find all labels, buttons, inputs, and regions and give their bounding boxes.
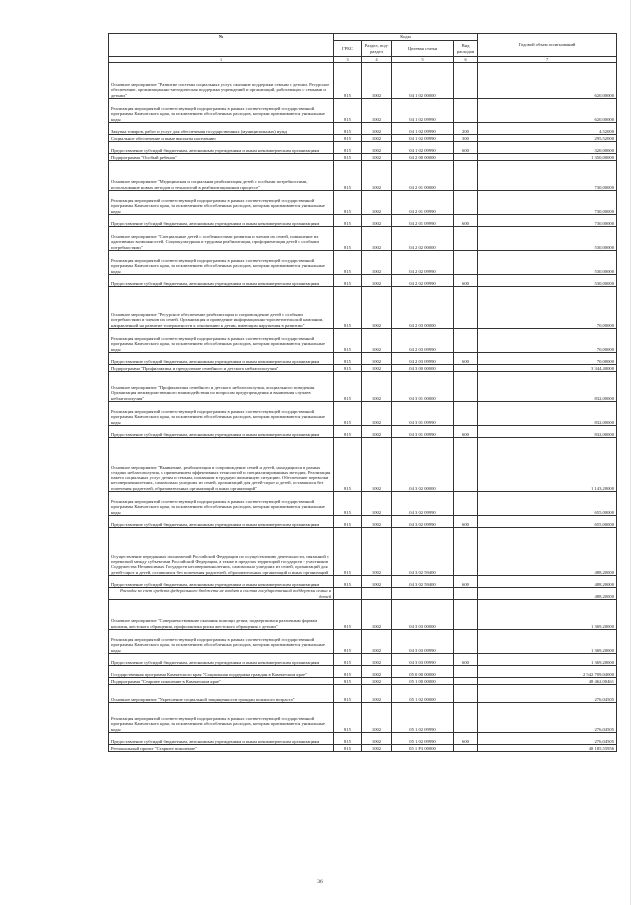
row-amount: 655,00000 [478, 516, 617, 528]
row-section: 1002 [362, 142, 392, 154]
table-row [109, 215, 617, 227]
row-amount: 276,04505 [478, 685, 617, 703]
row-name: Основное мероприятие "Укрепление социальной защищенности граждан пожилого возраста" [109, 685, 334, 703]
row-section: 1002 [362, 528, 392, 576]
row-amount: 1 369,20000 [478, 600, 617, 630]
row-expense-type [454, 745, 478, 752]
row-amount: 620,00000 [478, 99, 617, 123]
row-name: Подпрограмма "Особый ребенок" [109, 154, 334, 161]
row-section: 1002 [362, 492, 392, 516]
row-name: Предоставление субсидий бюджетным, автономным учреждениям и иным некоммерческим организациям [109, 426, 334, 438]
row-expense-type: 600 [454, 516, 478, 528]
column-number: 4 [362, 57, 392, 63]
row-expense-type [454, 630, 478, 654]
row-expense-type [454, 438, 478, 492]
row-expense-type [454, 365, 478, 372]
row-grbs: 815 [334, 666, 362, 678]
row-name: Осуществление переданных полномочий Российской Федерации по осуществлению деятельности, связанной с перевозкой между субъектами Российской Федерации, а также в пределах территорий государств - участников Содружества Независимых Государств несовершеннолетних, самовольно ушедших из семей, организаций для детей-сирот и детей, оставшихся без попечения родителей, образовательных организаций и иных организаций [109, 528, 334, 576]
row-section: 1002 [362, 287, 392, 329]
row-expense-type: 300 [454, 135, 478, 142]
row-section: 1002 [362, 703, 392, 733]
row-expense-type [454, 99, 478, 123]
row-expense-type: 600 [454, 576, 478, 588]
row-article: 04 3 02 00000 [392, 438, 454, 492]
header-codes-group: Коды [334, 34, 478, 41]
row-expense-type [454, 402, 478, 426]
table-row [109, 353, 617, 365]
table-row [109, 135, 617, 142]
table-row [109, 666, 617, 678]
table-row [109, 426, 617, 438]
row-article: 04 3 02 09990 [392, 492, 454, 516]
row-name: Основное мероприятие "Выявление, реабилитация и сопровождение семей и детей, находящихся в разных стадиях неблагополучия, с применением эффективных технологий и специализированных методик. Реализация пакета социальных услуг детям и семьям, попавшим в трудную жизненную ситуацию. Обеспечение перевозки несовершеннолетних, самовольно ушедших из семей, организаций для детей-сирот и детей, оставшихся без попечения родителей, образовательных организаций и иных организаций" [109, 438, 334, 492]
row-article: 04 3 03 09990 [392, 654, 454, 666]
row-amount: 730,00000 [478, 191, 617, 215]
row-name: Предоставление субсидий бюджетным, автономным учреждениям и иным некоммерческим организациям [109, 516, 334, 528]
row-grbs: 815 [334, 402, 362, 426]
row-name: Основное мероприятие "Профилактика семейного и детского неблагополучия, асоциального поведения. Организация межведомственного взаимодействия по вопросам предупреждения и выявления случаев неблагополучия" [109, 372, 334, 402]
row-expense-type [454, 227, 478, 251]
row-expense-type: 600 [454, 215, 478, 227]
row-grbs: 815 [334, 654, 362, 666]
row-expense-type: 600 [454, 654, 478, 666]
row-amount: 2 542 709,04000 [478, 666, 617, 678]
row-section: 1002 [362, 353, 392, 365]
header-number: № [109, 34, 334, 57]
row-article: 04 2 02 09990 [392, 275, 454, 287]
row-name: Предоставление субсидий бюджетным, автономным учреждениям и иным некоммерческим организациям [109, 576, 334, 588]
row-grbs: 815 [334, 227, 362, 251]
row-grbs: 815 [334, 353, 362, 365]
row-article: 04 3 01 09990 [392, 426, 454, 438]
scan-edge [630, 0, 631, 905]
row-expense-type: 600 [454, 426, 478, 438]
row-amount: 70,00000 [478, 287, 617, 329]
row-grbs: 815 [334, 99, 362, 123]
row-expense-type [454, 528, 478, 576]
row-section: 1002 [362, 745, 392, 752]
row-article: 04 2 01 09990 [392, 215, 454, 227]
header-expense-type: Вид расходов [454, 41, 478, 57]
row-grbs: 815 [334, 372, 362, 402]
row-grbs: 815 [334, 576, 362, 588]
row-grbs: 815 [334, 63, 362, 99]
row-section: 1002 [362, 630, 392, 654]
table-row [109, 63, 617, 99]
row-grbs: 815 [334, 154, 362, 161]
row-amount: 832,00000 [478, 426, 617, 438]
row-expense-type [454, 666, 478, 678]
table-row [109, 191, 617, 215]
row-grbs: 815 [334, 528, 362, 576]
row-grbs: 815 [334, 135, 362, 142]
row-name: Реализация мероприятий соответствующей подпрограммы в рамках соответствующей государственной программы Камчатского края, за исключением обособленных расходов, которым присваиваются уникальные коды [109, 492, 334, 516]
row-grbs: 815 [334, 630, 362, 654]
row-section: 1002 [362, 365, 392, 372]
row-grbs: 815 [334, 365, 362, 372]
row-article: 05 1 P3 00000 [392, 745, 454, 752]
row-amount: 1 350,00000 [478, 154, 617, 161]
table-row [109, 251, 617, 275]
row-article: 05 1 00 00000 [392, 678, 454, 685]
table-row [109, 123, 617, 135]
row-section: 1002 [362, 576, 392, 588]
row-name: Реализация мероприятий соответствующей подпрограммы в рамках соответствующей государственной программы Камчатского края, за исключением обособленных расходов, которым присваиваются уникальные коды [109, 703, 334, 733]
row-grbs: 815 [334, 161, 362, 191]
row-amount: 3 344,40000 [478, 365, 617, 372]
row-amount: 488,20000 [478, 528, 617, 576]
row-name: Основное мероприятие "Медицинская и социальная реабилитация детей с особыми потребностями, использование новых методов и технологий в реабилитационном процессе" [109, 161, 334, 191]
row-article: 04 2 03 09990 [392, 329, 454, 353]
row-name: Государственная программа Камчатского края "Социальная поддержка граждан в Камчатском крае" [109, 666, 334, 678]
row-section [362, 588, 392, 600]
row-amount: 1 369,20000 [478, 654, 617, 666]
row-section: 1002 [362, 161, 392, 191]
row-section: 1002 [362, 275, 392, 287]
row-name: Предоставление субсидий бюджетным, автономным учреждениям и иным некоммерческим организациям [109, 215, 334, 227]
header-article: Целевая статья [392, 41, 454, 57]
row-amount: 730,00000 [478, 161, 617, 191]
row-section: 1002 [362, 733, 392, 745]
row-section: 1002 [362, 63, 392, 99]
table-row [109, 733, 617, 745]
row-name: Закупка товаров, работ и услуг для обеспечения государственных (муниципальных) нужд [109, 123, 334, 135]
row-amount: 832,00000 [478, 372, 617, 402]
row-grbs: 815 [334, 600, 362, 630]
table-row [109, 745, 617, 752]
row-name: Предоставление субсидий бюджетным, автономным учреждениям и иным некоммерческим организациям [109, 654, 334, 666]
row-grbs: 815 [334, 275, 362, 287]
row-amount: 276,04505 [478, 703, 617, 733]
table-row [109, 99, 617, 123]
row-expense-type [454, 703, 478, 733]
row-article: 05 1 02 00000 [392, 685, 454, 703]
row-article: 04 1 02 09990 [392, 135, 454, 142]
row-expense-type [454, 588, 478, 600]
row-amount: 488,20000 [478, 576, 617, 588]
row-amount: 276,04505 [478, 733, 617, 745]
column-number: 1 [109, 57, 334, 63]
row-expense-type: 600 [454, 733, 478, 745]
row-grbs: 815 [334, 703, 362, 733]
table-row [109, 492, 617, 516]
row-amount: 70,00000 [478, 353, 617, 365]
row-name: Основное мероприятие "Развитие системы социальных услуг, оказание поддержки семьям с детьми. Ресурсное обеспечение, организационно-методическая поддержка учреждений и организаций, работающих с семьями и детьми" [109, 63, 334, 99]
row-grbs: 815 [334, 426, 362, 438]
row-expense-type [454, 600, 478, 630]
row-expense-type [454, 329, 478, 353]
table-row [109, 654, 617, 666]
row-article: 05 0 00 00000 [392, 666, 454, 678]
row-amount: 530,00000 [478, 275, 617, 287]
row-article: 04 1 02 09990 [392, 99, 454, 123]
row-expense-type [454, 191, 478, 215]
row-name: Предоставление субсидий бюджетным, автономным учреждениям и иным некоммерческим организациям [109, 353, 334, 365]
table-row [109, 630, 617, 654]
row-section: 1002 [362, 372, 392, 402]
row-grbs: 815 [334, 251, 362, 275]
row-section: 1002 [362, 191, 392, 215]
row-section: 1002 [362, 123, 392, 135]
row-expense-type: 600 [454, 275, 478, 287]
column-number: 5 [392, 57, 454, 63]
row-grbs: 815 [334, 438, 362, 492]
column-number: 7 [478, 57, 617, 63]
row-section: 1002 [362, 227, 392, 251]
row-amount: 832,00000 [478, 402, 617, 426]
row-section: 1002 [362, 654, 392, 666]
page-number: 36 [317, 879, 323, 885]
row-amount: 320,00000 [478, 142, 617, 154]
row-amount: 530,00000 [478, 251, 617, 275]
row-article: 04 3 03 09990 [392, 630, 454, 654]
row-name: Реализация мероприятий соответствующей подпрограммы в рамках соответствующей государственной программы Камчатского края, за исключением обособленных расходов, которым присваиваются уникальные коды [109, 251, 334, 275]
row-grbs: 815 [334, 492, 362, 516]
row-article: 04 2 01 09990 [392, 191, 454, 215]
table-row [109, 703, 617, 733]
row-name: Основное мероприятие "Специальные детей с особенностями развития и членов их семей, повышение их адаптивных возможностей. Социокультурная и трудовая реабилитация, профориентация детей с особыми потребностями" [109, 227, 334, 251]
budget-table-page [108, 33, 616, 752]
row-amount: 530,00000 [478, 227, 617, 251]
row-grbs [334, 588, 362, 600]
row-name: Основное мероприятие "Совершенствование оказания помощи детям, подвергшимся различным формам насилия, жестокого обращения, профилактика риска жестокого обращения с детьми" [109, 600, 334, 630]
row-article: 04 2 00 00000 [392, 154, 454, 161]
row-article: 04 2 02 09990 [392, 251, 454, 275]
row-grbs: 815 [334, 142, 362, 154]
table-row [109, 402, 617, 426]
row-amount: 655,00000 [478, 492, 617, 516]
row-grbs: 815 [334, 685, 362, 703]
row-section: 1002 [362, 135, 392, 142]
table-row [109, 600, 617, 630]
row-expense-type: 600 [454, 142, 478, 154]
table-row [109, 275, 617, 287]
row-expense-type [454, 287, 478, 329]
row-amount: 620,00000 [478, 63, 617, 99]
row-article: 04 3 03 00000 [392, 600, 454, 630]
row-name: Реализация мероприятий соответствующей подпрограммы в рамках соответствующей государственной программы Камчатского края, за исключением обособленных расходов, которым присваиваются уникальные коды [109, 191, 334, 215]
row-grbs: 815 [334, 678, 362, 685]
row-section: 1002 [362, 438, 392, 492]
row-article: 04 3 00 00000 [392, 365, 454, 372]
row-section: 1002 [362, 329, 392, 353]
table-row [109, 154, 617, 161]
row-section: 1002 [362, 678, 392, 685]
row-expense-type [454, 372, 478, 402]
table-row [109, 678, 617, 685]
row-name: Реализация мероприятий соответствующей подпрограммы в рамках соответствующей государственной программы Камчатского края, за исключением обособленных расходов, которым присваиваются уникальные коды [109, 99, 334, 123]
header-amount: Годовой объем ассигнований [478, 34, 617, 57]
row-amount: 1 369,20000 [478, 630, 617, 654]
row-expense-type [454, 161, 478, 191]
row-article: 04 2 01 00000 [392, 161, 454, 191]
row-section: 1002 [362, 402, 392, 426]
row-amount: 4,52000 [478, 123, 617, 135]
row-section: 1002 [362, 666, 392, 678]
row-section: 1002 [362, 600, 392, 630]
row-amount: 295,52000 [478, 135, 617, 142]
row-amount: 488,20000 [478, 588, 617, 600]
column-number: 6 [454, 57, 478, 63]
row-grbs: 815 [334, 215, 362, 227]
row-article: 04 3 02 09990 [392, 516, 454, 528]
row-article: 04 3 02 59400 [392, 576, 454, 588]
row-expense-type [454, 154, 478, 161]
row-section: 1002 [362, 251, 392, 275]
table-row [109, 161, 617, 191]
row-name: Подпрограмма "Старшее поколение в Камчатском крае" [109, 678, 334, 685]
row-grbs: 815 [334, 745, 362, 752]
row-expense-type [454, 492, 478, 516]
row-name: Реализация мероприятий соответствующей подпрограммы в рамках соответствующей государственной программы Камчатского края, за исключением обособленных расходов, которым присваиваются уникальные коды [109, 630, 334, 654]
row-name: Предоставление субсидий бюджетным, автономным учреждениям и иным некоммерческим организациям [109, 733, 334, 745]
row-expense-type: 200 [454, 123, 478, 135]
table-row [109, 287, 617, 329]
row-grbs: 815 [334, 123, 362, 135]
row-expense-type [454, 678, 478, 685]
table-body [109, 63, 617, 752]
row-article [392, 588, 454, 600]
table-row [109, 685, 617, 703]
row-amount: 730,00000 [478, 215, 617, 227]
row-name: Предоставление субсидий бюджетным, автономным учреждениям и иным некоммерческим организациям [109, 142, 334, 154]
header-section: Раздел, под-раздел [362, 41, 392, 57]
row-article: 04 3 02 59400 [392, 528, 454, 576]
row-section: 1002 [362, 154, 392, 161]
row-name: Предоставление субсидий бюджетным, автономным учреждениям и иным некоммерческим организациям [109, 275, 334, 287]
row-grbs: 815 [334, 191, 362, 215]
row-grbs: 815 [334, 287, 362, 329]
table-row [109, 576, 617, 588]
row-amount: 70,00000 [478, 329, 617, 353]
row-name: Основное мероприятие "Ресурсное обеспечение реабилитации и сопровождение детей с особыми потребностями и членов их семей. Организация и проведение информационно-просветительской кампании, направленной на развитие толерантности к отношению к детям, имеющим нарушения в развитии" [109, 287, 334, 329]
row-name: Региональный проект "Старшее поколение" [109, 745, 334, 752]
table-row [109, 588, 617, 600]
table-row [109, 329, 617, 353]
row-name: Социальное обеспечение и иные выплаты населению [109, 135, 334, 142]
row-article: 04 3 01 09990 [392, 402, 454, 426]
row-article: 05 1 02 09990 [392, 733, 454, 745]
row-expense-type: 600 [454, 353, 478, 365]
column-number: 3 [334, 57, 362, 63]
budget-table [108, 33, 617, 752]
row-name: Подпрограмма "Профилактика и преодоление семейного и детского неблагополучия" [109, 365, 334, 372]
table-row [109, 365, 617, 372]
row-section: 1002 [362, 426, 392, 438]
table-row [109, 528, 617, 576]
row-section: 1002 [362, 99, 392, 123]
row-grbs: 815 [334, 733, 362, 745]
row-article: 04 1 02 09990 [392, 142, 454, 154]
row-expense-type [454, 685, 478, 703]
row-article: 04 2 03 00000 [392, 287, 454, 329]
header-grbs: ГРБС [334, 41, 362, 57]
row-amount: 1 143,20000 [478, 438, 617, 492]
row-expense-type [454, 63, 478, 99]
row-article: 04 1 02 09990 [392, 123, 454, 135]
row-name: Реализация мероприятий соответствующей подпрограммы в рамках соответствующей государственной программы Камчатского края, за исключением обособленных расходов, которым присваиваются уникальные коды [109, 402, 334, 426]
table-row [109, 516, 617, 528]
row-article: 04 2 03 09990 [392, 353, 454, 365]
row-amount: 48 462,00461 [478, 678, 617, 685]
row-name: Реализация мероприятий соответствующей подпрограммы в рамках соответствующей государственной программы Камчатского края, за исключением обособленных расходов, которым присваиваются уникальные коды [109, 329, 334, 353]
row-article: 04 1 02 00000 [392, 63, 454, 99]
row-section: 1002 [362, 516, 392, 528]
row-grbs: 815 [334, 516, 362, 528]
table-row [109, 372, 617, 402]
row-name: Расходы за счет средств федерального бюджета не входят в состав государственной поддержки семьи и детей [109, 588, 334, 600]
table-row [109, 438, 617, 492]
row-section: 1002 [362, 215, 392, 227]
table-row [109, 227, 617, 251]
table-row [109, 142, 617, 154]
row-amount: 48 185,55956 [478, 745, 617, 752]
row-section: 1002 [362, 685, 392, 703]
row-article: 05 1 02 09990 [392, 703, 454, 733]
row-grbs: 815 [334, 329, 362, 353]
row-article: 04 2 02 00000 [392, 227, 454, 251]
row-article: 04 3 01 00000 [392, 372, 454, 402]
row-expense-type [454, 251, 478, 275]
